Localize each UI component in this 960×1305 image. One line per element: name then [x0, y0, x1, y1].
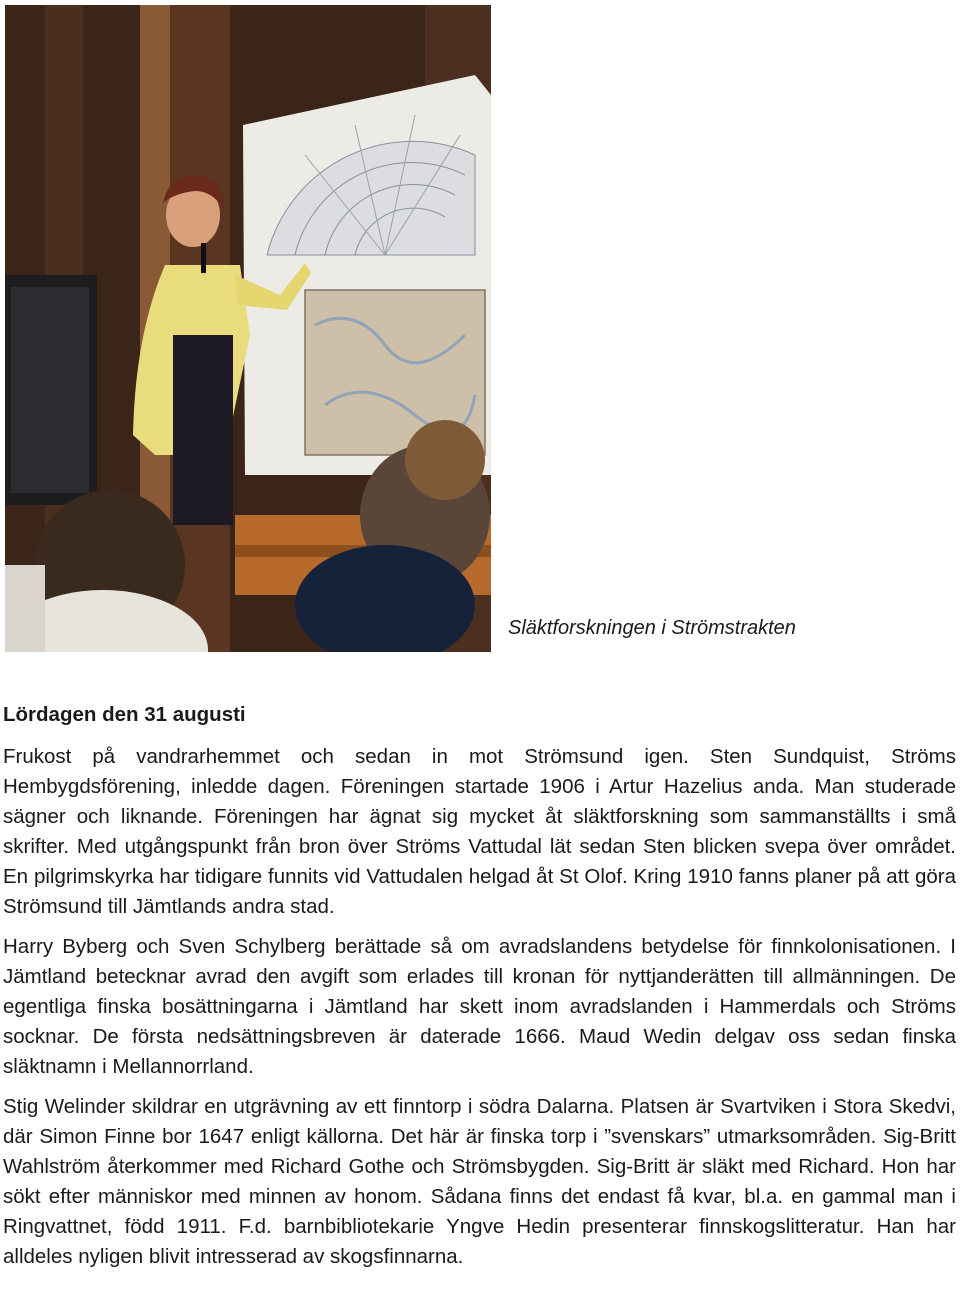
paragraph: Harry Byberg och Sven Schylberg berättade så om avradslandens betydelse för finnkolonisationen. I Jämtland betecknar avrad den avgift som erlades till kronan för nyttjanderätten till allmänningen. De egentliga finska bosättningarna i Jämtland har skett inom avradslanden i Hammerdals och Ströms socknar. De första nedsättningsbreven är daterade 1666. Maud Wedin delgav oss sedan finska släktnamn i Mellannorrland.	[3, 935, 956, 1078]
paragraph: Frukost på vandrarhemmet och sedan in mot Strömsund igen. Sten Sundquist, Ströms Hembygdsförening, inledde dagen. Föreningen startade 1906 i Artur Hazelius anda. Man studerade sägner och liknande. Föreningen har ägnat sig mycket åt släktforskning som sammanställts i små skrifter. Med utgångspunkt från bron över Ströms Vattudal lät sedan Sten blicken svepa över området. En pilgrimskyrka har tidigare funnits vid Vattudalen helgad åt St Olof. Kring 1910 fanns planer på att göra Strömsund till Jämtlands andra stad.	[3, 745, 956, 918]
photo-caption: Släktforskningen i Strömstrakten	[508, 617, 796, 639]
article-body	[3, 700, 956, 1282]
paragraph: Stig Welinder skildrar en utgrävning av ett finntorp i södra Dalarna. Platsen är Svartviken i Stora Skedvi, där Simon Finne bor 1647 enligt källorna. Det här är finska torp i ”svenskars” utmarksområden. Sig-Britt Wahlström återkommer med Richard Gothe och Strömsbygden. Sig-Britt är släkt med Richard. Hon har sökt efter människor med minnen av honom. Sådana finns det endast få kvar, bl.a. en gammal man i Ringvattnet, född 1911. F.d. barnbibliotekarie Yngve Hedin presenterar finnskogslitteratur. Han har alldeles nyligen blivit intresserad av skogsfinnarna.	[3, 1095, 956, 1268]
lecture-photo	[5, 5, 491, 652]
section-heading: Lördagen den 31 augusti	[3, 703, 246, 726]
